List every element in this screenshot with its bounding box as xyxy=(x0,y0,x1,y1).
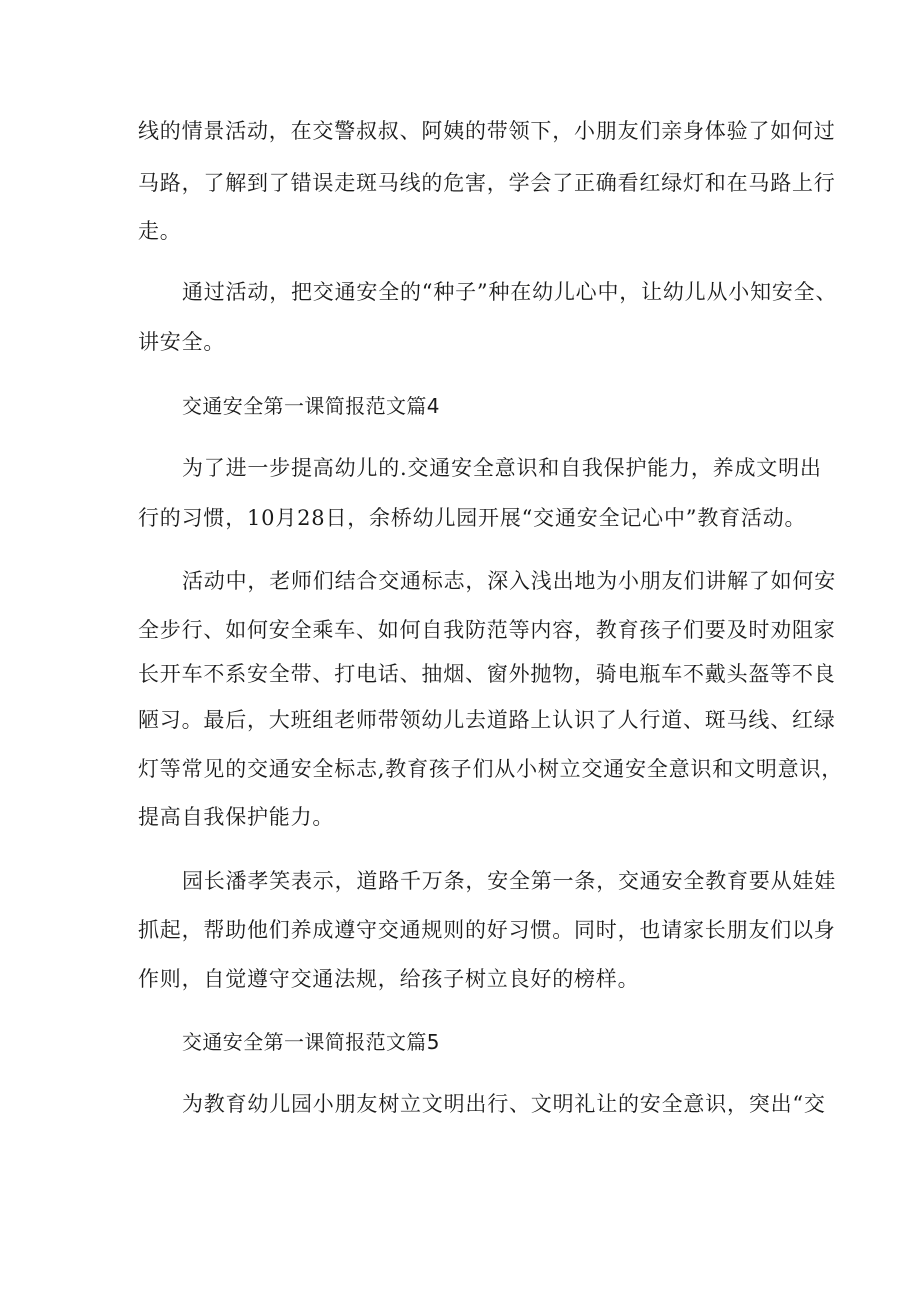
paragraph-line: 行的习惯，10月28日，余桥幼儿园开展“交通安全记心中”教育活动。 xyxy=(138,506,807,530)
paragraph-line: 为教育幼儿园小朋友树立文明出行、文明礼让的安全意识，突出“交 xyxy=(182,1092,826,1116)
paragraph-line: 通过活动，把交通安全的“种子”种在幼儿心中，让幼儿从小知安全、 xyxy=(182,280,838,304)
paragraph-line: 园长潘孝笑表示，道路千万条，安全第一条，交通安全教育要从娃娃 xyxy=(182,869,836,893)
paragraph-line: 灯等常见的交通安全标志,教育孩子们从小树立交通安全意识和文明意识， xyxy=(138,757,844,781)
paragraph-line: 活动中，老师们结合交通标志，深入浅出地为小朋友们讲解了如何安 xyxy=(182,569,836,593)
paragraph-line: 马路，了解到了错误走斑马线的危害，学会了正确看红绿灯和在马路上行 xyxy=(138,171,836,195)
paragraph-line: 长开车不系安全带、打电话、抽烟、窗外抛物，骑电瓶车不戴头盔等不良 xyxy=(138,662,836,686)
paragraph-line: 走。 xyxy=(138,219,182,243)
paragraph-line: 陋习。最后，大班组老师带领幼儿去道路上认识了人行道、斑马线、红绿 xyxy=(138,708,836,732)
paragraph-line: 为了进一步提高幼儿的.交通安全意识和自我保护能力，养成文明出 xyxy=(182,456,822,480)
paragraph-line: 抓起，帮助他们养成遵守交通规则的好习惯。同时，也请家长朋友们以身 xyxy=(138,918,836,942)
paragraph-line: 讲安全。 xyxy=(138,330,226,354)
paragraph-line: 作则，自觉遵守交通法规，给孩子树立良好的榜样。 xyxy=(138,967,640,991)
paragraph-line: 全步行、如何安全乘车、如何自我防范等内容，教育孩子们要及时劝阻家 xyxy=(138,618,836,642)
paragraph-line: 线的情景活动，在交警叔叔、阿姨的带领下，小朋友们亲身体验了如何过 xyxy=(138,119,836,143)
section-heading: 交通安全第一课简报范文篇5 xyxy=(182,1030,440,1054)
paragraph-line: 提高自我保护能力。 xyxy=(138,805,335,829)
section-heading: 交通安全第一课简报范文篇4 xyxy=(182,394,440,418)
